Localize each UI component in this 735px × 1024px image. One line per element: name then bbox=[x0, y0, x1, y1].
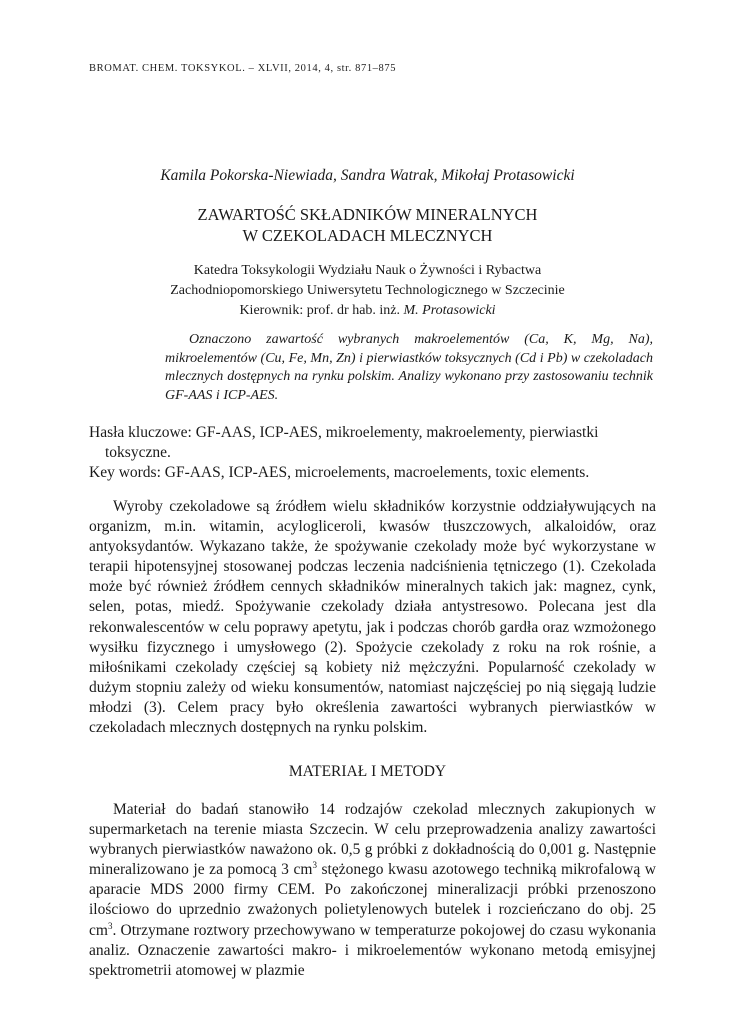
department-head-line bbox=[0, 301, 735, 321]
journal-citation-header: BROMAT. CHEM. TOKSYKOL. – XLVII, 2014, 4, str. 871–875 bbox=[89, 63, 397, 74]
methods-text-part-2: stężonego kwasu azotowego techniką mikrofalową w aparacie MDS 2000 firmy CEM. Po zakończonej mineralizacji próbki przenoszono ilościowo do uprzednio zważonych polietylenowych butelek i rozcieńczano do obj. 25 cm bbox=[89, 861, 657, 939]
abstract bbox=[165, 331, 653, 405]
affiliation-line-2: Zachodniopomorskiego Uniwersytetu Technologicznego w Szczecinie bbox=[170, 283, 565, 298]
superscript-cubic: 3 bbox=[107, 920, 113, 931]
paper-title bbox=[0, 204, 735, 246]
keywords-polish: Hasła kluczowe: GF-AAS, ICP-AES, mikroelementy, makroelementy, pierwiastki toksyczne. bbox=[89, 424, 599, 461]
author-list: Kamila Pokorska-Niewiada, Sandra Watrak, Mikołaj Protasowicki bbox=[160, 167, 575, 184]
methods-section bbox=[89, 800, 656, 981]
methods-heading: MATERIAŁ I METODY bbox=[288, 763, 447, 780]
superscript-cubic: 3 bbox=[312, 860, 317, 871]
keywords-english: Key words: GF-AAS, ICP-AES, microelements, macroelements, toxic elements. bbox=[89, 464, 590, 481]
methods-paragraph bbox=[89, 800, 656, 981]
affiliation-line-1: Katedra Toksykologii Wydziału Nauk o Żywności i Rybactwa bbox=[193, 263, 542, 278]
keywords-block bbox=[89, 423, 656, 483]
introduction-section bbox=[89, 497, 656, 738]
department-head-name: M. Protasowicki bbox=[403, 303, 496, 318]
affiliation-block bbox=[0, 261, 735, 321]
paper-title-line-1: ZAWARTOŚĆ SKŁADNIKÓW MINERALNYCH bbox=[197, 205, 538, 224]
paper-title-line-2: W CZEKOLADACH MLECZNYCH bbox=[242, 226, 493, 245]
introduction-paragraph: Wyroby czekoladowe są źródłem wielu składników korzystnie oddziaływujących na organizm, m.in. witamin, acylogliceroli, kwasów tłuszczowych, alkaloidów, oraz antyoksydantów. Wykazano także, że spożywanie czekolady może być wykorzystane w terapii hipotensyjnej stosowanej podczas leczenia nadciśnienia tętniczego (1). Czekolada może być również źródłem cennych składników mineralnych takich jak: magnez, cynk, selen, potas, miedź. Spożywanie czekolady działa antystresowo. Polecana jest dla rekonwalescentów w celu poprawy apetytu, jak i podczas chorób gardła oraz wzmożonego wysiłku fizycznego i umysłowego (2). Spożycie czekolady z roku na rok rośnie, a miłośnikami czekolady częściej są kobiety niż mężczyźni. Popularność czekolady w dużym stopniu zależy od wieku konsumentów, natomiast najczęściej po nią sięgają ludzie młodzi (3). Celem pracy było określenia zawartości wybranych pierwiastków w czekoladach mlecznych dostępnych na rynku polskim. bbox=[89, 498, 656, 737]
methods-text-part-3: . Otrzymane roztwory przechowywano w temperaturze pokojowej do czasu wykonania analiz. Oznaczenie zawartości makro- i mikroelementów wykonano metodą emisyjnej spektrometrii atomowej w plazmie bbox=[89, 921, 656, 979]
department-head-prefix: Kierownik: prof. dr hab. inż. bbox=[239, 303, 404, 318]
methods-text-part-1: Materiał do badań stanowiło 14 rodzajów czekolad mlecznych zakupionych w supermarketach na terenie miasta Szczecin. W celu przeprowadzenia analizy zawartości wybranych pierwiastków naważono ok. 0,5 g próbki z dokładnością do 0,001 g. Następnie mineralizowano je za pomocą 3 cm bbox=[89, 801, 656, 879]
abstract-text: Oznaczono zawartość wybranych makroelementów (Ca, K, Mg, Na), mikroelementów (Cu, Fe, Mn, Zn) i pierwiastków toksycznych (Cd i Pb) w czekoladach mlecznych dostępnych na rynku polskim. Analizy wykonano przy zastosowaniu technik GF-AAS i ICP-AES. bbox=[165, 332, 653, 403]
